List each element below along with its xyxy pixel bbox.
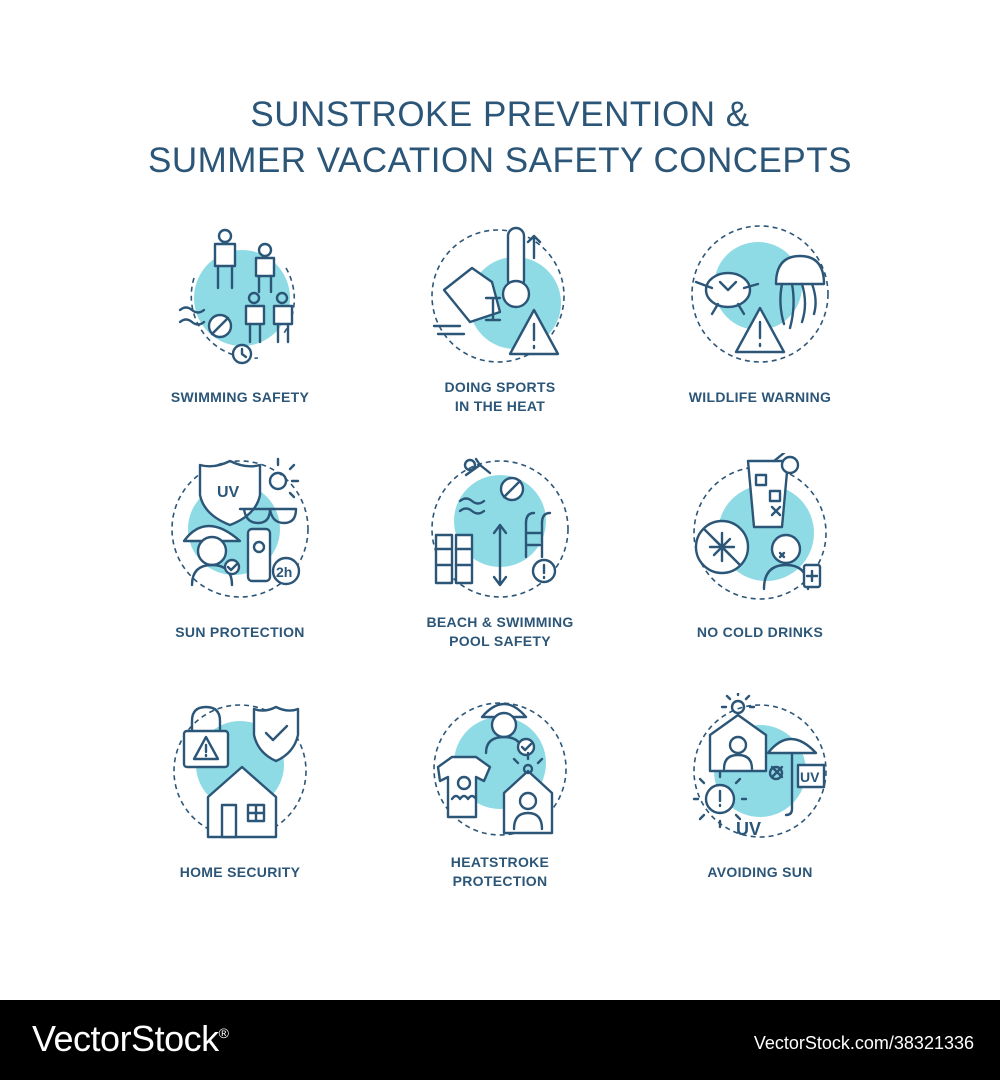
concept-label: HOME SECURITY (179, 864, 301, 880)
registered-mark: ® (218, 1025, 229, 1041)
pool-safety-icon (430, 453, 570, 603)
swimming-safety-icon (170, 218, 310, 368)
home-security-icon (170, 693, 310, 843)
heatstroke-protection-icon (430, 693, 570, 843)
concept-wildlife-warning (630, 210, 890, 445)
concept-grid (110, 210, 890, 910)
brand-watermark (32, 1018, 228, 1060)
sun-protection-icon (170, 453, 310, 603)
concept-label: SUN PROTECTION (175, 624, 305, 640)
footer-bar (0, 1000, 1000, 1080)
avoiding-sun-icon (690, 693, 830, 843)
concept-sun-protection (110, 445, 370, 685)
concept-label: NO COLD DRINKS (696, 624, 824, 640)
uv-text: UV (736, 819, 762, 839)
concept-beach-swimming-pool-safety (370, 445, 630, 685)
sports-heat-icon (430, 218, 570, 368)
two-hours-text: 2h (276, 564, 293, 580)
concept-label: BEACH & SWIMMING POOL SAFETY (426, 614, 574, 649)
concept-avoiding-sun (630, 685, 890, 925)
concept-heatstroke-protection (370, 685, 630, 925)
concept-label: WILDLIFE WARNING (688, 389, 832, 405)
concept-doing-sports-in-the-heat (370, 210, 630, 445)
title-line-2: SUMMER VACATION SAFETY CONCEPTS (148, 141, 852, 180)
title-line-1: SUNSTROKE PREVENTION & (250, 95, 750, 134)
no-cold-drinks-icon (690, 453, 830, 603)
concept-label: SWIMMING SAFETY (170, 389, 310, 405)
concept-home-security (110, 685, 370, 925)
page-title (0, 92, 1000, 184)
concept-label: DOING SPORTS IN THE HEAT (444, 379, 556, 414)
brand-name: VectorStock (32, 1018, 219, 1059)
wildlife-warning-icon (690, 218, 830, 368)
concept-label: HEATSTROKE PROTECTION (450, 854, 550, 889)
concept-label: AVOIDING SUN (707, 864, 813, 880)
uv-text: UV (800, 769, 820, 785)
concept-no-cold-drinks (630, 445, 890, 685)
image-id: VectorStock.com/38321336 (753, 1033, 974, 1053)
uv-text: UV (217, 484, 240, 501)
concept-swimming-safety (110, 210, 370, 445)
